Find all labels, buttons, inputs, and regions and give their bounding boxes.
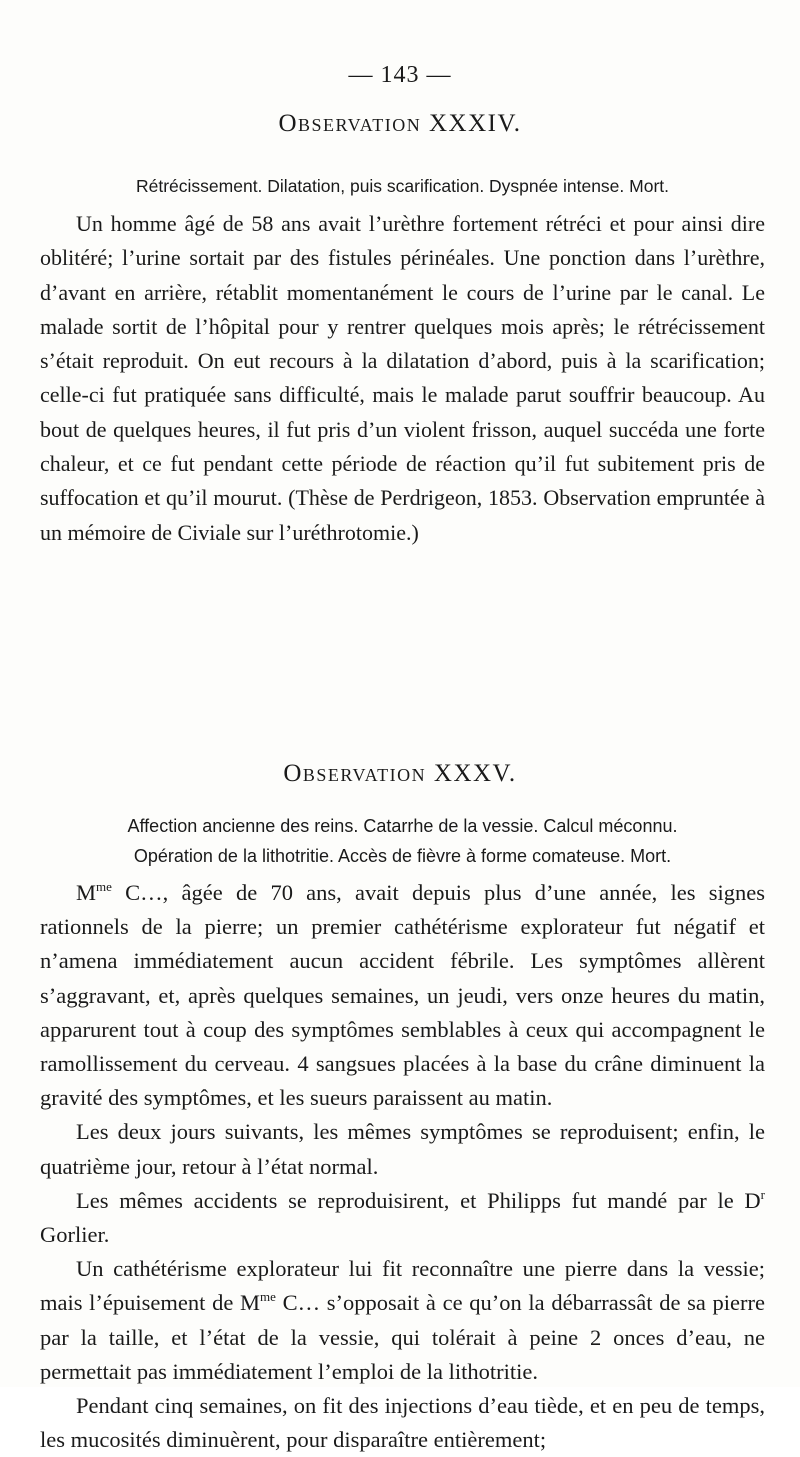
observation-34-summary: Rétrécissement. Dilatation, puis scarification. Dyspnée intense. Mort. <box>135 176 669 196</box>
paragraph: Pendant cinq semaines, on fit des injections d’eau tiède, et en peu de temps, les mucosités diminuèrent, pour disparaître entièrement; <box>40 1393 765 1453</box>
observation-34-body <box>40 207 765 550</box>
observation-35-title: Observation XXXV. <box>283 760 517 787</box>
paragraph: Les mêmes accidents se reproduisirent, et Philipps fut mandé par le $D^r$ Gorlier. <box>40 1186 765 1248</box>
observation-34-title: Observation XXXIV. <box>278 110 522 137</box>
summary-line: Affection ancienne des reins. Catarrhe de la vessie. Calcul méconnu. <box>127 816 678 836</box>
summary-line: Opération de la lithotritie. Accès de fièvre à forme comateuse. Mort. <box>133 846 672 866</box>
paragraph: Les deux jours suivants, les mêmes symptômes se reproduisent; enfin, le quatrième jour, retour à l’état normal. <box>40 1119 765 1179</box>
observation-35-body <box>40 876 765 1457</box>
paragraph: Un cathétérisme explorateur lui fit reconnaître une pierre dans la vessie; mais l’épuisement de $M^{me}$ C… s’opposait à ce qu’on la débarrassât de sa pierre par la taille, et l’état de la vessie, qui tolérait à peine 2 onces d’eau, ne permettait pas immédiatement l’emploi de la lithotritie. <box>40 1256 766 1384</box>
paragraph: $M^{me}$ C…, âgée de 70 ans, avait depuis plus d’une année, les signes rationnels de la pierre; un premier cathétérisme explorateur fut négatif et n’amena immédiatement aucun accident fébrile. Les symptômes allèrent s’aggravant, et, après quelques semaines, un jeudi, vers onze heures du matin, apparurent tout à coup des symptômes semblables à ceux qui accompagnent le ramollissement du cerveau. 4 sangsues placées à la base du crâne diminuent la gravité des symptômes, et les sueurs paraissent au matin. <box>40 879 765 1111</box>
observation-35-summary <box>40 811 765 871</box>
page-number: — 143 — <box>348 62 452 88</box>
paragraph: Un homme âgé de 58 ans avait l’urèthre fortement rétréci et pour ainsi dire oblitéré; l’urine sortait par des fistules périnéales. Une ponction dans l’urèthre, d’avant en arrière, rétablit momentanément le cours de l’urine par le canal. Le malade sortit de l’hôpital pour y rentrer quelques mois après; le rétrécissement s’était reproduit. On eut recours à la dilatation d’abord, puis à la scarification; celle-ci fut pratiquée sans difficulté, mais le malade parut souffrir beaucoup. Au bout de quelques heures, il fut pris d’un violent frisson, auquel succéda une forte chaleur, et ce fut pendant cette période de réaction qu’il fut subitement pris de suffocation et qu’il mourut. (Thèse de Perdrigeon, 1853. Observation empruntée à un mémoire de Civiale sur l’uréthrotomie.) <box>40 211 765 545</box>
